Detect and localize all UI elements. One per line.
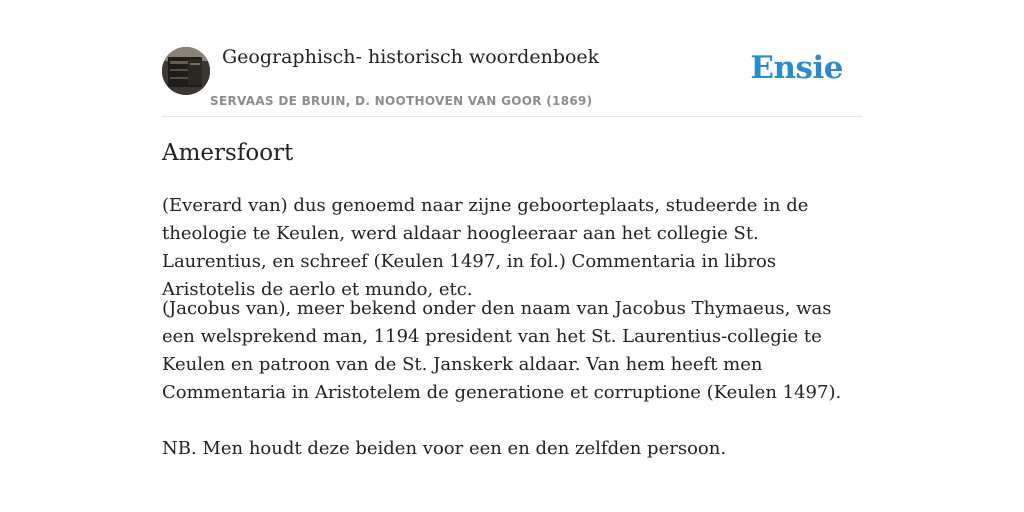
entry-paragraph: (Everard van) dus genoemd naar zijne geboorteplaats, studeerde in de theologie te Keulen, werd aldaar hoogleeraar aan het collegie St. Laurentius, en schreef (Keulen 1497, in fol.) Commentaria in libros Aristotelis de aerlo et mundo, etc. (162, 195, 809, 300)
entry-paragraph: (Jacobus van), meer bekend onder den naam van Jacobus Thymaeus, was een welsprekend man, 1194 president van het St. Laurentius-collegie te Keulen en patroon van de St. Janskerk aldaar. Van hem heeft men Commentaria in Aristotelem de generatione et corruptione (Keulen 1497). (162, 298, 842, 403)
entry-card (162, 0, 862, 459)
book-cover-avatar[interactable] (162, 47, 210, 95)
book-cover-icon (162, 47, 210, 95)
entry-note: NB. Men houdt deze beiden voor een en den zelfden persoon. (162, 438, 727, 459)
book-title[interactable]: Geographisch- historisch woordenboek (222, 46, 600, 68)
book-author: SERVAAS DE BRUIN, D. NOOTHOVEN VAN GOOR (1869) (210, 94, 593, 108)
source-header (162, 0, 862, 117)
ensie-logo[interactable]: Ensie (750, 50, 843, 86)
entry-headword: Amersfoort (162, 140, 294, 166)
